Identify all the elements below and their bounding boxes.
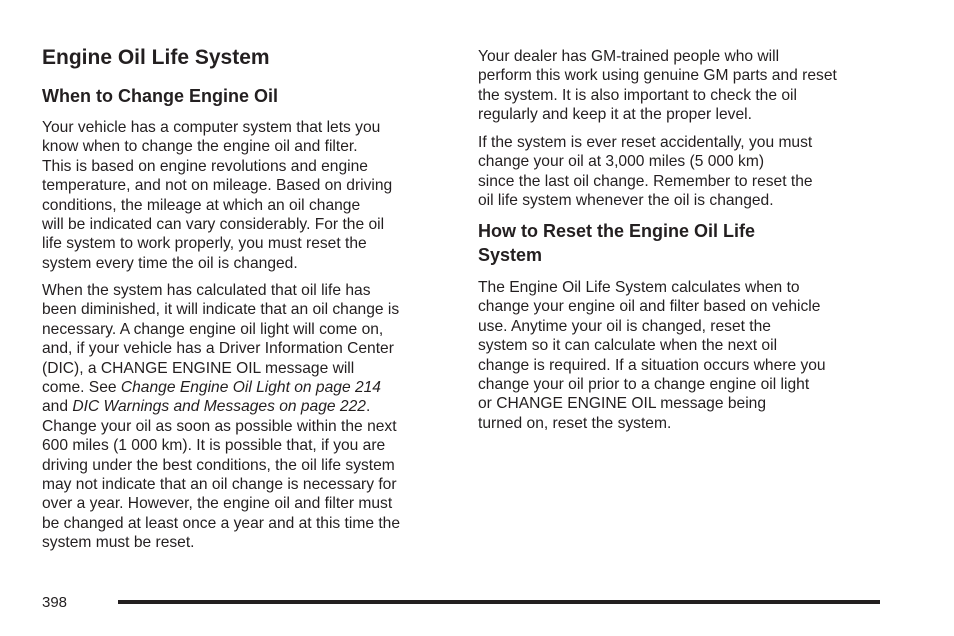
cross-reference-dic-warnings[interactable]: DIC Warnings and Messages on page 222 [72, 398, 366, 416]
page-number: 398 [42, 594, 68, 611]
paragraph-computer-system [42, 118, 392, 273]
text-line: 600 miles (1 000 km). It is possible that, if you are [42, 437, 386, 455]
text-fragment: and [42, 398, 73, 416]
text-line: life system to work properly, you must reset the [42, 235, 367, 253]
text-line: since the last oil change. Remember to reset the [478, 172, 813, 190]
text-line: oil life system whenever the oil is changed. [478, 192, 774, 210]
paragraph-dealer [478, 47, 837, 125]
cross-reference-change-engine-oil-light[interactable]: Change Engine Oil Light on page 214 [120, 379, 381, 397]
text-line: change is required. If a situation occurs where you [478, 356, 826, 374]
text-line: This is based on engine revolutions and engine [42, 157, 368, 175]
text-line: The Engine Oil Life System calculates when to [478, 279, 800, 296]
text-line: change your oil prior to a change engine oil light [478, 376, 810, 394]
text-line: system must be reset. [42, 534, 195, 552]
heading-line: System [478, 245, 543, 265]
section-title: Engine Oil Life System [42, 46, 270, 69]
heading-line: How to Reset the Engine Oil Life [478, 221, 756, 241]
paragraph-oil-life-diminished [42, 281, 400, 553]
text-line: Your vehicle has a computer system that lets you [42, 119, 381, 136]
text-line: been diminished, it will indicate that an oil change is [42, 301, 400, 319]
subheading-how-to-reset [478, 219, 755, 267]
text-line: change your oil at 3,000 miles (5 000 km) [478, 153, 765, 171]
text-line: change your engine oil and filter based on vehicle [478, 298, 821, 316]
subheading-when-to-change: When to Change Engine Oil [42, 86, 278, 106]
text-line: or CHANGE ENGINE OIL message being [478, 395, 767, 413]
text-line: (DIC), a CHANGE ENGINE OIL message will [42, 359, 355, 377]
text-line: over a year. However, the engine oil and filter must [42, 495, 393, 513]
text-line: use. Anytime your oil is changed, reset the [478, 317, 771, 335]
text-line: will be indicated can vary considerably. For the oil [42, 216, 385, 234]
text-line: system so it can calculate when the next oil [478, 337, 778, 355]
text-line: be changed at least once a year and at this time the [42, 514, 401, 532]
text-line [42, 397, 400, 416]
text-line: turned on, reset the system. [478, 414, 672, 432]
text-fragment: . [365, 398, 371, 416]
text-line: regularly and keep it at the proper level. [478, 106, 752, 124]
text-line: the system. It is also important to check the oil [478, 86, 797, 104]
paragraph-reset-accidentally [478, 133, 813, 211]
paragraph-reset-instructions [478, 278, 826, 433]
text-line: and, if your vehicle has a Driver Information Center [42, 340, 394, 358]
text-line: Your dealer has GM-trained people who will [478, 48, 780, 65]
text-line: know when to change the engine oil and filter. [42, 138, 358, 156]
text-line: When the system has calculated that oil life has [42, 282, 371, 299]
text-line: conditions, the mileage at which an oil change [42, 196, 361, 214]
text-line [42, 378, 400, 397]
text-fragment: come. See [42, 379, 121, 397]
text-line: perform this work using genuine GM parts and reset [478, 67, 837, 85]
text-line: may not indicate that an oil change is necessary for [42, 476, 397, 494]
text-line: Change your oil as soon as possible within the next [42, 417, 397, 435]
text-line: system every time the oil is changed. [42, 254, 298, 272]
text-line: If the system is ever reset accidentally, you must [478, 134, 813, 151]
text-line: temperature, and not on mileage. Based on driving [42, 177, 393, 195]
text-line: driving under the best conditions, the oil life system [42, 456, 395, 474]
footer-rule [118, 600, 880, 604]
text-line: necessary. A change engine oil light will come on, [42, 320, 384, 338]
